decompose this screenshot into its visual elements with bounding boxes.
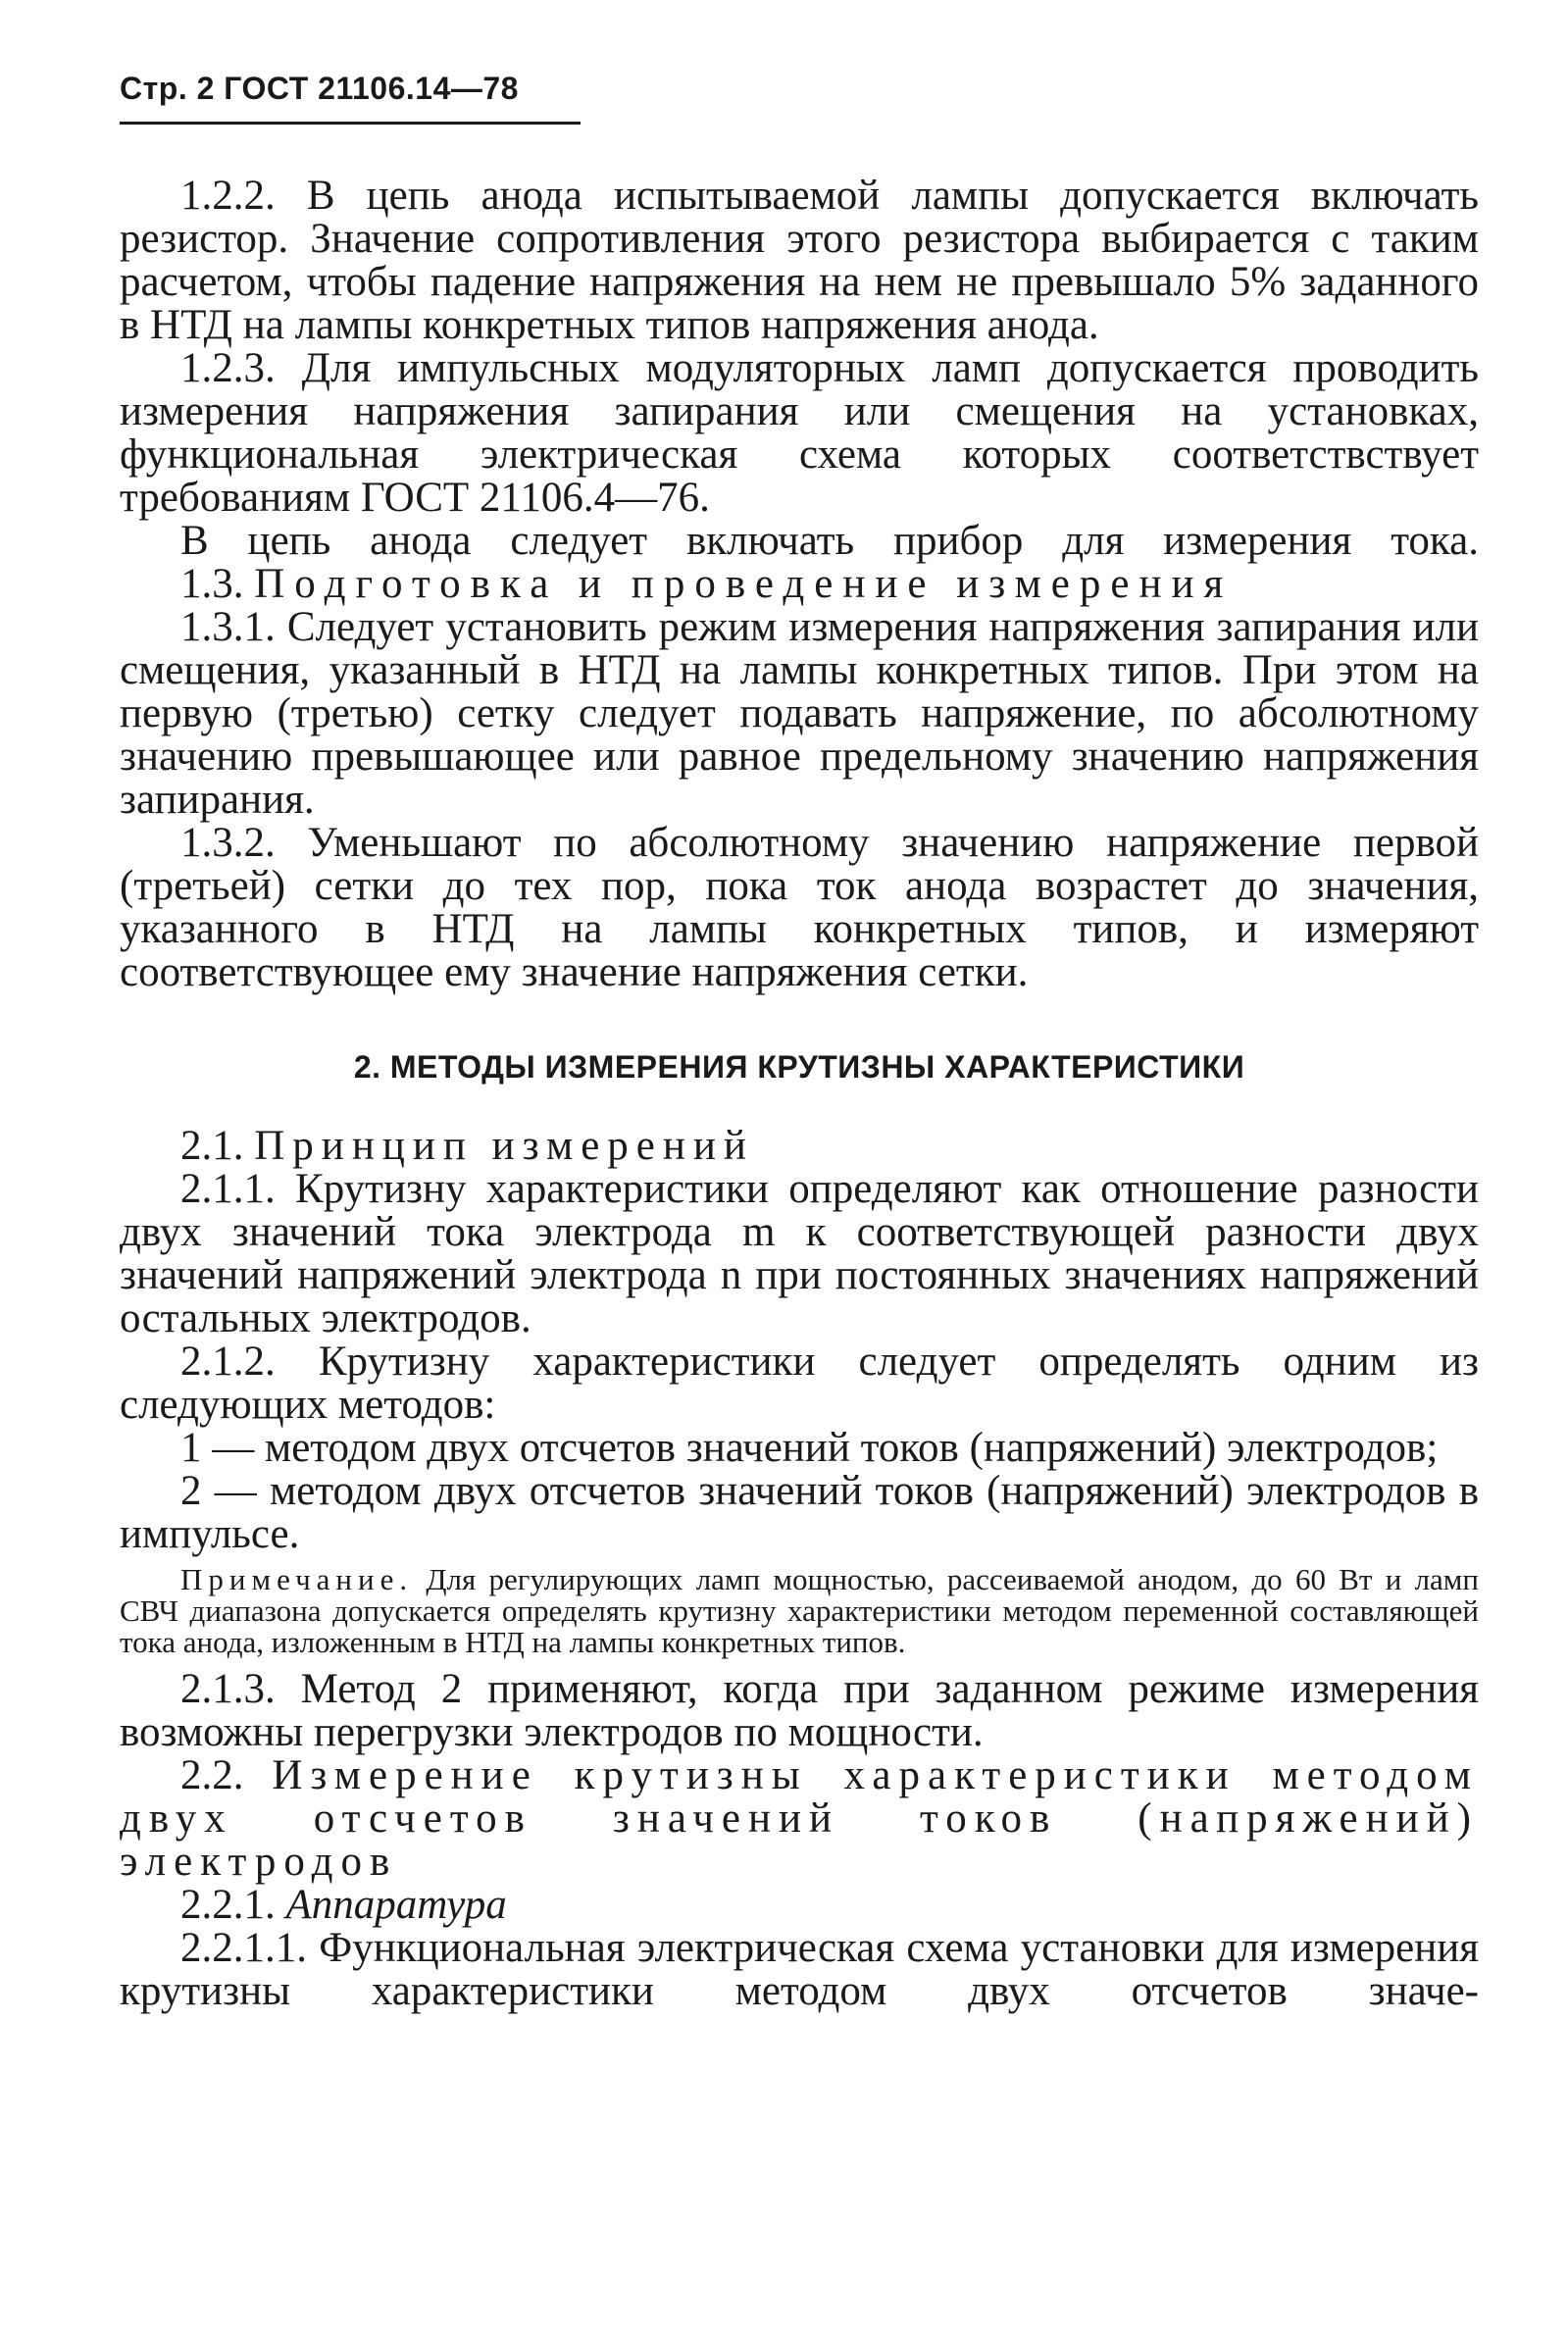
note: [120, 1564, 1479, 1658]
paragraph-2-1-1: 2.1.1. Крутизну характеристики определяют как отношение разности двух значений тока электрода m к соответствующей разности двух значений напряжений электрода n при постоянных значениях напряжений остальных электродов.: [120, 1166, 1479, 1341]
heading-2-2-1-text: Аппаратура: [285, 1882, 507, 1928]
page-header: Стр. 2 ГОСТ 21106.14—78: [120, 71, 519, 106]
section-2-title: 2. МЕТОДЫ ИЗМЕРЕНИЯ КРУТИЗНЫ ХАРАКТЕРИСТИКИ: [353, 1049, 1245, 1085]
heading-1-3: [120, 563, 1479, 606]
paragraph-1-2-2: 1.2.2. В цепь анода испытываемой лампы допускается включать резистор. Значение сопротивления этого резистора выбирается с таким расчетом, чтобы падение напряжения на нем не превышало 5% заданного в НТД на лампы конкретных типов напряжения анода.: [120, 173, 1479, 348]
paragraph-2-1-2: 2.1.2. Крутизну характеристики следует определять одним из следующих методов:: [120, 1339, 1479, 1428]
note-label: Примечание.: [180, 1562, 414, 1596]
heading-1-3-number: 1.3.: [180, 561, 244, 607]
heading-2-2-1: [120, 1884, 1479, 1927]
heading-2-1-number: 2.1.: [180, 1123, 244, 1169]
heading-2-1-text: Принцип измерений: [254, 1123, 754, 1169]
paragraph-1-3-2: 1.3.2. Уменьшают по абсолютному значению напряжение первой (третьей) сетки до тех пор, пока ток анода возрастет до значения, указанного в НТД на лампы конкретных типов, и измеряют соответствующее ему значение напряжения сетки.: [120, 820, 1479, 995]
document-body: [120, 175, 1479, 2013]
note-text: Для регулирующих ламп мощностью, рассеиваемой анодом, до 60 Вт и ламп СВЧ диапазона допускается определять крутизну характеристики методом переменной составляющей тока анода, изложенным в НТД на лампы конкретных типов.: [120, 1562, 1480, 1659]
paragraph-2-1-3: 2.1.3. Метод 2 применяют, когда при заданном режиме измерения возможны перегрузки электродов по мощности.: [120, 1666, 1479, 1755]
heading-2-1: [120, 1125, 1479, 1168]
paragraph-2-2-1-1: 2.2.1.1. Функциональная электрическая схема установки для измерения крутизны характеристики методом двух отсчетов значе-: [120, 1925, 1479, 2014]
heading-1-3-text: Подготовка и проведение измерения: [254, 561, 1234, 607]
heading-2-2-1-number: 2.2.1.: [180, 1882, 276, 1928]
paragraph-method-1: 1 — методом двух отсчетов значений токов (напряжений) электродов;: [180, 1425, 1439, 1471]
heading-2-2: [120, 1754, 1479, 1884]
paragraph-1-2-3: 1.2.3. Для импульсных модуляторных ламп допускается проводить измерения напряжения запирания или смещения на установках, функциональная электрическая схема которых соответствствует требованиям ГОСТ 21106.4—76.: [120, 345, 1479, 521]
header-divider: [120, 122, 581, 125]
paragraph-method-2: 2 — методом двух отсчетов значений токов (напряжений) электродов в импульсе.: [120, 1468, 1479, 1557]
paragraph-1-3-1: 1.3.1. Следует установить режим измерения напряжения запирания или смещения, указанный в НТД на лампы конкретных типов. При этом на первую (третью) сетку следует подавать напряжение, по абсолютному значению превышающее или равное предельному значению напряжения запирания.: [120, 604, 1479, 823]
paragraph-anode-note: В цепь анода следует включать прибор для измерения тока.: [180, 518, 1479, 564]
heading-2-2-text: Измерение крутизны характеристики методом двух отсчетов значений токов (напряжений) электродов: [120, 1752, 1479, 1885]
heading-2-2-number: 2.2.: [180, 1752, 244, 1798]
